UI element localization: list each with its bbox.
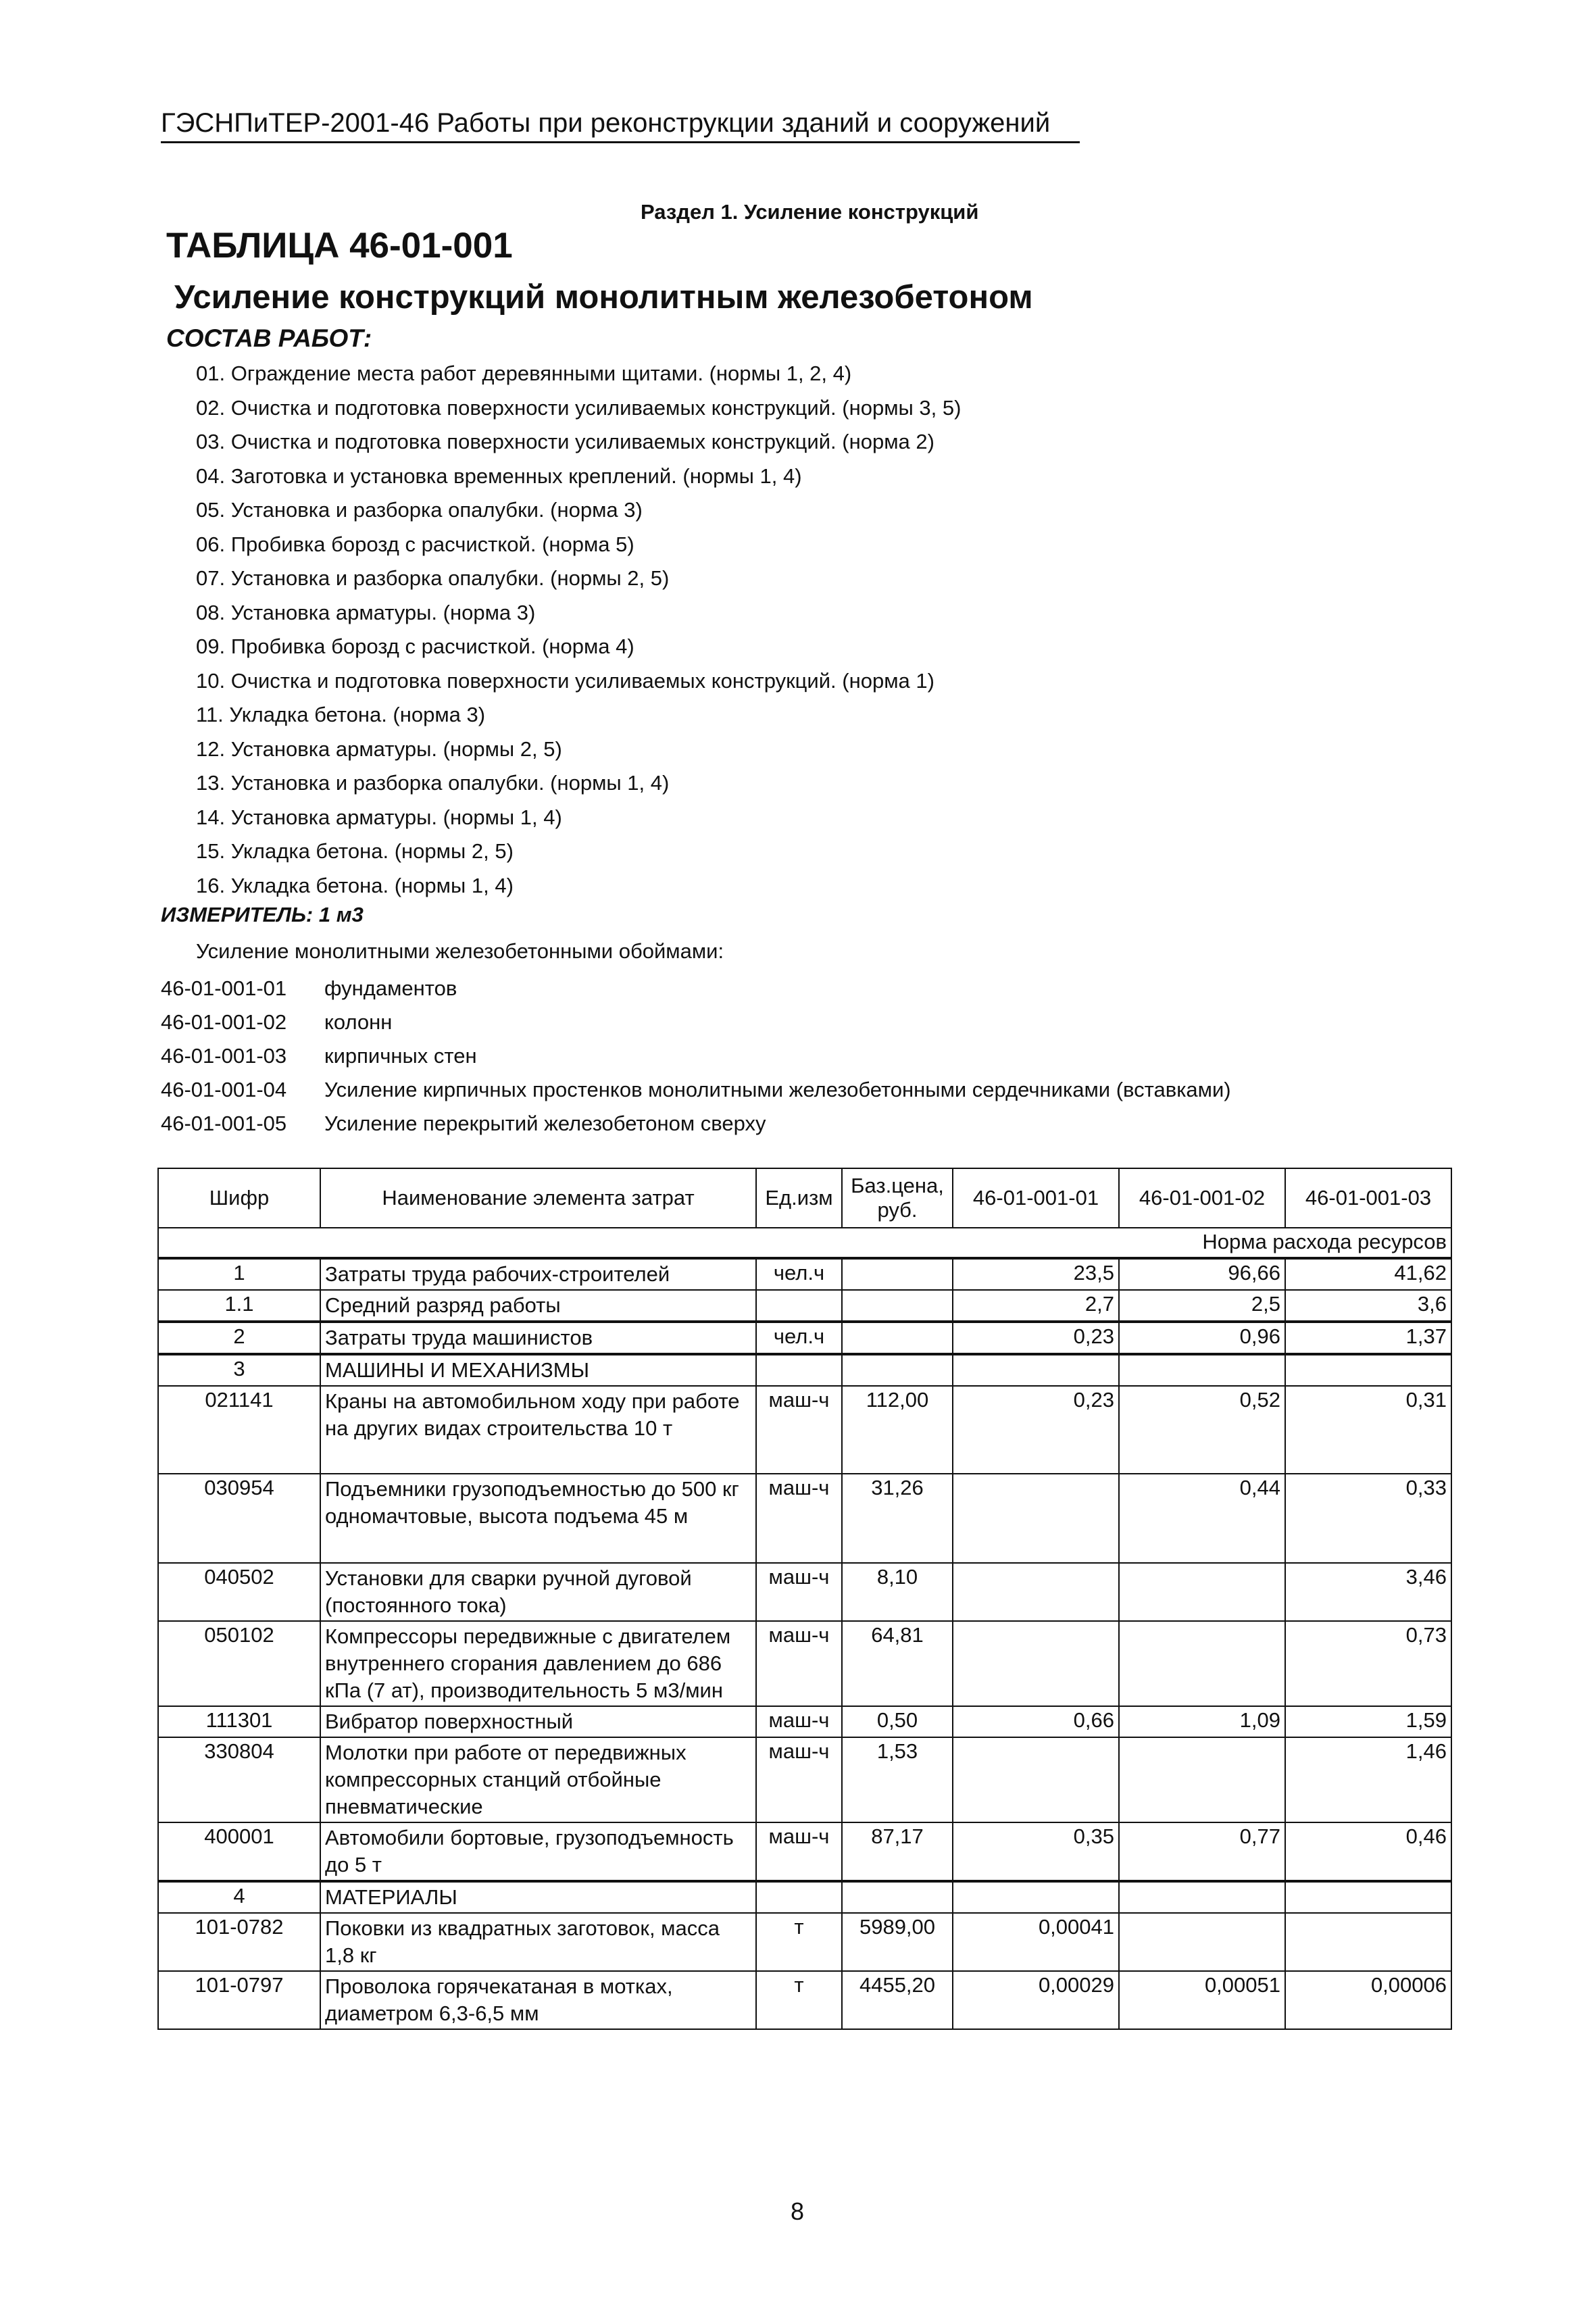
cell-name: Молотки при работе от передвижных компрессорных станций отбойные пневматические [320, 1737, 756, 1822]
work-item: 02. Очистка и подготовка поверхности усиливаемых конструкций. (нормы 3, 5) [196, 395, 962, 420]
cell-price: 5989,00 [842, 1913, 953, 1971]
cell-price: 1,53 [842, 1737, 953, 1822]
cell-value-01: 23,5 [953, 1258, 1119, 1290]
work-item: 03. Очистка и подготовка поверхности усиливаемых конструкций. (норма 2) [196, 430, 934, 453]
work-item: 08. Установка арматуры. (норма 3) [196, 600, 536, 624]
cell-code: 330804 [158, 1737, 320, 1822]
table-row [158, 1706, 1451, 1737]
work-item: 15. Укладка бетона. (нормы 2, 5) [196, 839, 514, 863]
variant-desc: Усиление перекрытий железобетоном сверху [324, 1112, 766, 1135]
cell-code: 400001 [158, 1822, 320, 1881]
table-row [158, 1971, 1451, 2029]
work-item: 05. Установка и разборка опалубки. (норма 3) [196, 498, 643, 522]
cell-value-03: 0,33 [1285, 1474, 1451, 1563]
cell-name: Средний разряд работы [320, 1290, 756, 1322]
works-list [196, 357, 961, 903]
running-header: ГЭСНПиТЕР-2001-46 Работы при реконструкции зданий и сооружений [161, 108, 1080, 143]
cell-unit: маш-ч [756, 1706, 842, 1737]
cell-value-03 [1285, 1881, 1451, 1913]
variant-code: 46-01-001-03 [161, 1044, 287, 1068]
cell-unit: маш-ч [756, 1563, 842, 1621]
cell-value-02 [1119, 1621, 1285, 1706]
cell-code: 2 [158, 1322, 320, 1354]
group-title: МАШИНЫ И МЕХАНИЗМЫ [320, 1354, 756, 1386]
cell-value-03: 1,37 [1285, 1322, 1451, 1354]
cell-unit: маш-ч [756, 1474, 842, 1563]
cell-price [842, 1290, 953, 1322]
cell-value-02 [1119, 1737, 1285, 1822]
variant-row [161, 1005, 1231, 1039]
cell-name: Автомобили бортовые, грузоподъемность до 5 т [320, 1822, 756, 1881]
cell-code: 4 [158, 1881, 320, 1913]
cell-value-01 [953, 1563, 1119, 1621]
cell-code: 111301 [158, 1706, 320, 1737]
table-row [158, 1474, 1451, 1563]
cell-name: Проволока горячекатаная в мотках, диаметром 6,3-6,5 мм [320, 1971, 756, 2029]
cell-value-03: 3,6 [1285, 1290, 1451, 1322]
work-item: 01. Ограждение места работ деревянными щитами. (нормы 1, 2, 4) [196, 362, 852, 385]
variants-intro: Усиление монолитными железобетонными обоймами: [196, 939, 724, 963]
cell-code: 021141 [158, 1386, 320, 1474]
section-label: Раздел 1. Усиление конструкций [641, 200, 979, 224]
cell-value-02: 0,44 [1119, 1474, 1285, 1563]
cell-value-02: 0,52 [1119, 1386, 1285, 1474]
cell-value-02: 1,09 [1119, 1706, 1285, 1737]
table-row [158, 1913, 1451, 1971]
cell-unit: т [756, 1971, 842, 2029]
cell-name: Краны на автомобильном ходу при работе на других видах строительства 10 т [320, 1386, 756, 1474]
table-code: ТАБЛИЦА 46-01-001 [166, 226, 513, 266]
header-name: Наименование элемента затрат [320, 1168, 756, 1228]
header-code: Шифр [158, 1168, 320, 1228]
variant-code: 46-01-001-04 [161, 1078, 287, 1101]
header-price: Баз.цена, руб. [842, 1168, 953, 1228]
norm-label: Норма расхода ресурсов [158, 1228, 1451, 1258]
cell-value-01: 0,35 [953, 1822, 1119, 1881]
table-row [158, 1386, 1451, 1474]
cell-unit [756, 1881, 842, 1913]
table-row [158, 1822, 1451, 1881]
table-group-row [158, 1354, 1451, 1386]
cost-table [157, 1168, 1452, 2030]
cell-name: Компрессоры передвижные с двигателем внутреннего сгорания давлением до 686 кПа (7 ат), производительность 5 м3/мин [320, 1621, 756, 1706]
table-group-row [158, 1881, 1451, 1913]
cell-value-01 [953, 1474, 1119, 1563]
cell-value-01: 0,00029 [953, 1971, 1119, 2029]
table-row [158, 1258, 1451, 1290]
variant-row [161, 1039, 1231, 1073]
variant-code: 46-01-001-02 [161, 1010, 287, 1034]
cell-value-02 [1119, 1913, 1285, 1971]
cell-value-03 [1285, 1913, 1451, 1971]
cell-value-02: 0,00051 [1119, 1971, 1285, 2029]
cell-name: Поковки из квадратных заготовок, масса 1,8 кг [320, 1913, 756, 1971]
cell-code: 030954 [158, 1474, 320, 1563]
variant-row [161, 972, 1231, 1005]
cell-value-02 [1119, 1563, 1285, 1621]
cell-price: 87,17 [842, 1822, 953, 1881]
table-header-row [158, 1168, 1451, 1228]
variant-desc: фундаментов [324, 976, 457, 1000]
table-row [158, 1621, 1451, 1706]
cell-name: Затраты труда рабочих-строителей [320, 1258, 756, 1290]
cell-unit: чел.ч [756, 1322, 842, 1354]
variant-code: 46-01-001-05 [161, 1112, 287, 1135]
work-item: 07. Установка и разборка опалубки. (нормы 2, 5) [196, 566, 670, 590]
work-item: 16. Укладка бетона. (нормы 1, 4) [196, 873, 514, 897]
work-item: 10. Очистка и подготовка поверхности усиливаемых конструкций. (норма 1) [196, 668, 934, 693]
variant-row [161, 1107, 1231, 1141]
cell-value-03: 1,46 [1285, 1737, 1451, 1822]
cell-price [842, 1354, 953, 1386]
variant-code: 46-01-001-01 [161, 976, 287, 1000]
cell-price: 112,00 [842, 1386, 953, 1474]
cell-price: 64,81 [842, 1621, 953, 1706]
variant-desc: колонн [324, 1010, 393, 1034]
norm-label-row [158, 1228, 1451, 1258]
works-heading: СОСТАВ РАБОТ: [166, 324, 372, 352]
cell-value-01: 0,66 [953, 1706, 1119, 1737]
cell-code: 050102 [158, 1621, 320, 1706]
table-row [158, 1290, 1451, 1322]
meter-line: ИЗМЕРИТЕЛЬ: 1 м3 [161, 903, 364, 926]
cell-value-01: 2,7 [953, 1290, 1119, 1322]
cell-value-02: 0,96 [1119, 1322, 1285, 1354]
cell-value-03: 3,46 [1285, 1563, 1451, 1621]
cell-unit: маш-ч [756, 1621, 842, 1706]
work-item: 06. Пробивка борозд с расчисткой. (норма 5) [196, 532, 634, 556]
work-item: 13. Установка и разборка опалубки. (нормы 1, 4) [196, 771, 670, 795]
cell-value-03: 0,31 [1285, 1386, 1451, 1474]
group-title: МАТЕРИАЛЫ [320, 1881, 756, 1913]
cell-name: Установки для сварки ручной дуговой (постоянного тока) [320, 1563, 756, 1621]
cell-value-03: 0,73 [1285, 1621, 1451, 1706]
header-variant-02: 46-01-001-02 [1119, 1168, 1285, 1228]
work-item: 12. Установка арматуры. (нормы 2, 5) [196, 737, 562, 761]
cell-name: Вибратор поверхностный [320, 1706, 756, 1737]
cell-code: 040502 [158, 1563, 320, 1621]
cell-value-01: 0,23 [953, 1322, 1119, 1354]
cell-value-01 [953, 1354, 1119, 1386]
cell-value-01 [953, 1881, 1119, 1913]
cell-value-01 [953, 1621, 1119, 1706]
cell-code: 1 [158, 1258, 320, 1290]
cell-price: 8,10 [842, 1563, 953, 1621]
variant-desc: Усиление кирпичных простенков монолитными железобетонными сердечниками (вставками) [324, 1078, 1231, 1101]
header-variant-01: 46-01-001-01 [953, 1168, 1119, 1228]
page-number: 8 [791, 2197, 805, 2225]
cell-value-03: 1,59 [1285, 1706, 1451, 1737]
cell-value-03: 41,62 [1285, 1258, 1451, 1290]
variants-list [161, 972, 1231, 1141]
cell-name: Подъемники грузоподъемностью до 500 кг одномачтовые, высота подъема 45 м [320, 1474, 756, 1563]
cell-value-02 [1119, 1881, 1285, 1913]
cell-value-03 [1285, 1354, 1451, 1386]
cell-value-02: 2,5 [1119, 1290, 1285, 1322]
cell-unit [756, 1290, 842, 1322]
cell-value-03: 0,00006 [1285, 1971, 1451, 2029]
cell-value-02: 0,77 [1119, 1822, 1285, 1881]
cell-price: 31,26 [842, 1474, 953, 1563]
cell-value-03: 0,46 [1285, 1822, 1451, 1881]
cell-unit: маш-ч [756, 1386, 842, 1474]
work-item: 04. Заготовка и установка временных креплений. (нормы 1, 4) [196, 464, 802, 488]
work-item: 14. Установка арматуры. (нормы 1, 4) [196, 805, 562, 829]
cell-value-02 [1119, 1354, 1285, 1386]
variant-desc: кирпичных стен [324, 1044, 477, 1068]
variant-row [161, 1073, 1231, 1107]
cell-value-01: 0,23 [953, 1386, 1119, 1474]
table-row [158, 1737, 1451, 1822]
table-title: Усиление конструкций монолитным железобетоном [174, 279, 1033, 316]
cell-unit [756, 1354, 842, 1386]
cell-price [842, 1258, 953, 1290]
cell-name: Затраты труда машинистов [320, 1322, 756, 1354]
cell-unit: маш-ч [756, 1822, 842, 1881]
cell-price: 4455,20 [842, 1971, 953, 2029]
table-row [158, 1563, 1451, 1621]
cell-unit: чел.ч [756, 1258, 842, 1290]
cell-code: 1.1 [158, 1290, 320, 1322]
cell-value-01: 0,00041 [953, 1913, 1119, 1971]
cell-value-01 [953, 1737, 1119, 1822]
header-variant-03: 46-01-001-03 [1285, 1168, 1451, 1228]
cell-code: 3 [158, 1354, 320, 1386]
cell-code: 101-0797 [158, 1971, 320, 2029]
header-unit: Ед.изм [756, 1168, 842, 1228]
cell-price: 0,50 [842, 1706, 953, 1737]
cell-unit: маш-ч [756, 1737, 842, 1822]
cell-code: 101-0782 [158, 1913, 320, 1971]
cell-value-02: 96,66 [1119, 1258, 1285, 1290]
work-item: 09. Пробивка борозд с расчисткой. (норма 4) [196, 634, 634, 658]
table-row [158, 1322, 1451, 1354]
cell-unit: т [756, 1913, 842, 1971]
cell-price [842, 1322, 953, 1354]
work-item: 11. Укладка бетона. (норма 3) [196, 703, 486, 726]
cell-price [842, 1881, 953, 1913]
